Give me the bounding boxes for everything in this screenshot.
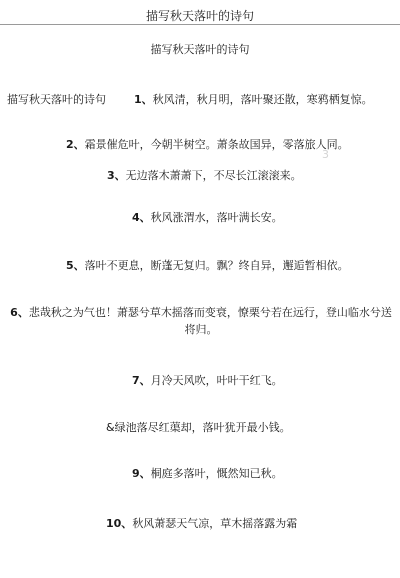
- poem-number: 10、: [106, 517, 133, 530]
- poem-text: &绿池落尽红蕖却，落叶犹开最小钱。: [106, 421, 291, 434]
- poem-3: [107, 168, 302, 183]
- poem-number: 5、: [66, 259, 85, 272]
- document-title: 描写秋天落叶的诗句: [150, 43, 250, 56]
- poem-text: 月冷天风吹，叶叶干红飞。: [150, 374, 283, 387]
- poem-text: 悲哉秋之为气也！萧瑟兮草木摇落而变衰，憭栗兮若在远行，登山临水兮送将归。: [28, 306, 392, 336]
- poem-text: 落叶不更息，断蓬无复归。飘？终自异，邂逅暂相依。: [84, 259, 349, 272]
- poem-7: [132, 373, 283, 388]
- poem-text: 桐庭多落叶，慨然知已秋。: [150, 467, 283, 480]
- poem-1: [134, 92, 373, 107]
- poem-number: 1、: [134, 93, 153, 106]
- poem-text: 秋风清，秋月明，落叶聚还散，寒鸦栖复惊。: [152, 93, 373, 106]
- poem-number: 4、: [132, 211, 151, 224]
- poem-number: 9、: [132, 467, 151, 480]
- poem-number: 6、: [10, 306, 29, 319]
- poem-9: [132, 466, 283, 481]
- poem-2: [66, 137, 349, 152]
- poem-4: [132, 210, 283, 225]
- poem-number: 2、: [66, 138, 85, 151]
- poem-text: 秋风萧瑟天气凉，草木摇落露为霜: [132, 517, 298, 530]
- poem-text: 秋风涨渭水，落叶满长安。: [150, 211, 283, 224]
- poem-text: 霜景催危叶，今朝半树空。萧条故国异，零落旅人同。: [84, 138, 349, 151]
- header-title: 描写秋天落叶的诗句: [145, 9, 254, 23]
- watermark: 3: [322, 148, 330, 161]
- poem-6: [6, 304, 396, 338]
- poem-5: [66, 258, 349, 273]
- poem-number: 3、: [107, 169, 126, 182]
- poem-text: 无边落木萧萧下，不尽长江滚滚来。: [125, 169, 302, 182]
- poem-10: [106, 516, 297, 531]
- poem-number: 7、: [132, 374, 151, 387]
- page-header: [0, 0, 400, 25]
- poem-8: [106, 420, 291, 435]
- intro-label: 描写秋天落叶的诗句: [7, 93, 106, 106]
